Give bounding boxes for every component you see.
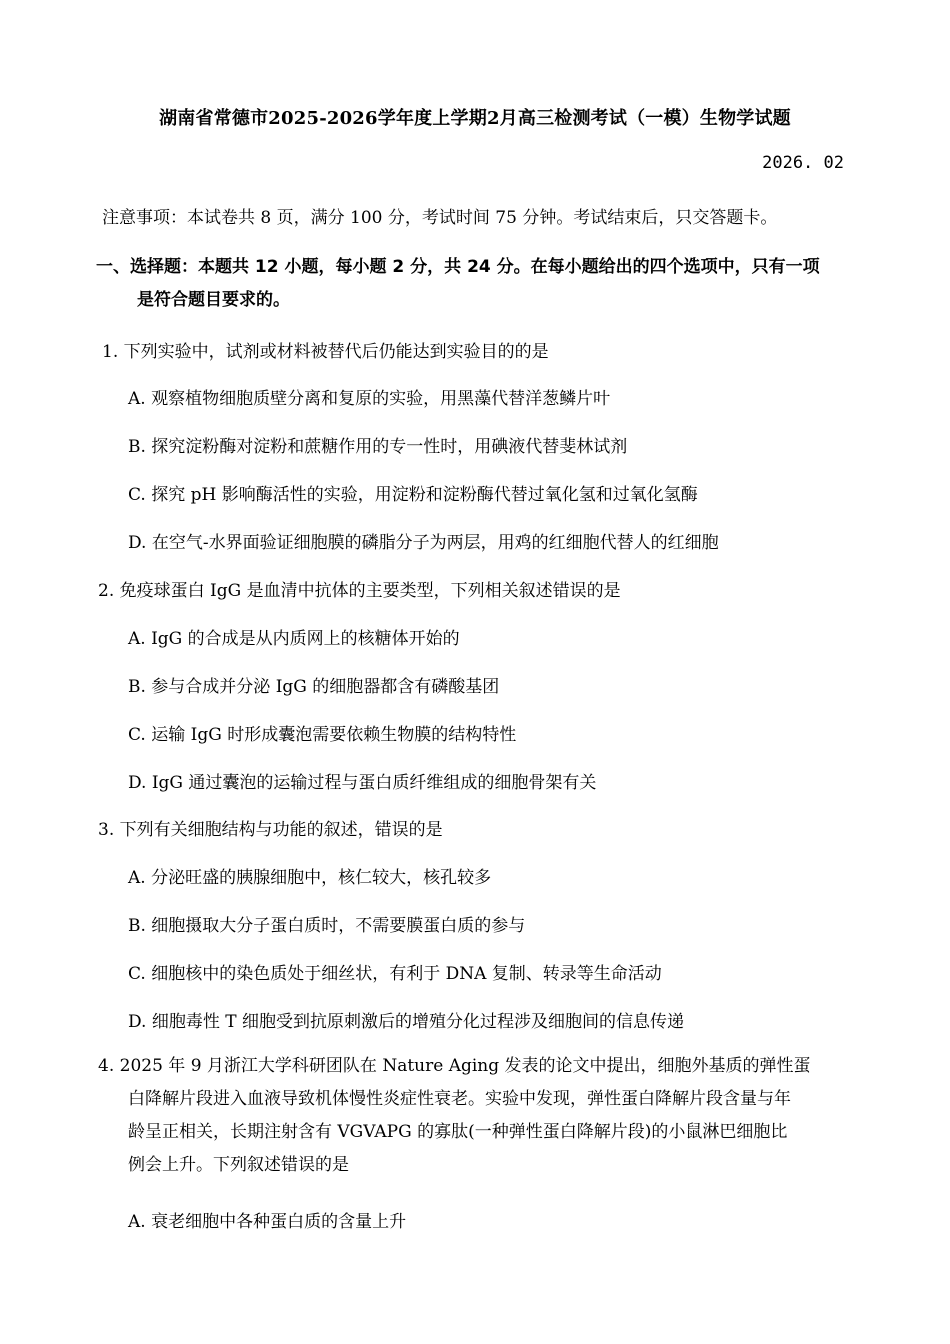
- question-2-option-b: B. 参与合成并分泌 IgG 的细胞器都含有磷酸基团: [128, 677, 500, 697]
- question-4-stem-line3: 龄呈正相关，长期注射含有 VGVAPG 的寡肽(一种弹性蛋白降解片段)的小鼠淋巴细胞比: [128, 1122, 788, 1142]
- question-3-option-c: C. 细胞核中的染色质处于细丝状，有利于 DNA 复制、转录等生命活动: [128, 964, 662, 984]
- question-1-option-a: A. 观察植物细胞质壁分离和复原的实验，用黑藻代替洋葱鳞片叶: [128, 389, 611, 409]
- question-2-option-a: A. IgG 的合成是从内质网上的核糖体开始的: [128, 629, 460, 649]
- page-title: 湖南省常德市2025-2026学年度上学期2月高三检测考试（一模）生物学试题: [159, 108, 791, 129]
- question-4-stem-line1: 4. 2025 年 9 月浙江大学科研团队在 Nature Aging 发表的论文中提出，细胞外基质的弹性蛋: [98, 1056, 811, 1076]
- question-3-stem: 3. 下列有关细胞结构与功能的叙述，错误的是: [98, 820, 443, 840]
- question-4-stem-line2: 白降解片段进入血液导致机体慢性炎症性衰老。实验中发现，弹性蛋白降解片段含量与年: [128, 1089, 791, 1109]
- question-3-option-a: A. 分泌旺盛的胰腺细胞中，核仁较大，核孔较多: [128, 868, 492, 888]
- notice-text: 注意事项：本试卷共 8 页，满分 100 分，考试时间 75 分钟。考试结束后，只交答题卡。: [102, 208, 778, 228]
- question-2-stem: 2. 免疫球蛋白 IgG 是血清中抗体的主要类型，下列相关叙述错误的是: [98, 581, 621, 601]
- section-heading-line1: 一、选择题：本题共 12 小题，每小题 2 分，共 24 分。在每小题给出的四个选项中，只有一项: [96, 257, 820, 277]
- question-2-option-c: C. 运输 IgG 时形成囊泡需要依赖生物膜的结构特性: [128, 725, 517, 745]
- question-4-stem: [98, 1050, 858, 1182]
- question-3-option-d: D. 细胞毒性 T 细胞受到抗原刺激后的增殖分化过程涉及细胞间的信息传递: [128, 1012, 684, 1032]
- section-heading: [96, 251, 856, 317]
- question-4-option-a: A. 衰老细胞中各种蛋白质的含量上升: [128, 1212, 407, 1232]
- question-3-option-b: B. 细胞摄取大分子蛋白质时，不需要膜蛋白质的参与: [128, 916, 526, 936]
- question-1-option-d: D. 在空气-水界面验证细胞膜的磷脂分子为两层，用鸡的红细胞代替人的红细胞: [128, 533, 719, 553]
- exam-date: 2026. 02: [762, 153, 844, 173]
- question-4-stem-line4: 例会上升。下列叙述错误的是: [128, 1155, 349, 1175]
- question-1-option-c: C. 探究 pH 影响酶活性的实验，用淀粉和淀粉酶代替过氧化氢和过氧化氢酶: [128, 485, 698, 505]
- question-1-option-b: B. 探究淀粉酶对淀粉和蔗糖作用的专一性时，用碘液代替斐林试剂: [128, 437, 628, 457]
- question-2-option-d: D. IgG 通过囊泡的运输过程与蛋白质纤维组成的细胞骨架有关: [128, 773, 597, 793]
- section-heading-line2: 是符合题目要求的。: [137, 290, 290, 310]
- question-1-stem: 1. 下列实验中，试剂或材料被替代后仍能达到实验目的的是: [102, 342, 549, 362]
